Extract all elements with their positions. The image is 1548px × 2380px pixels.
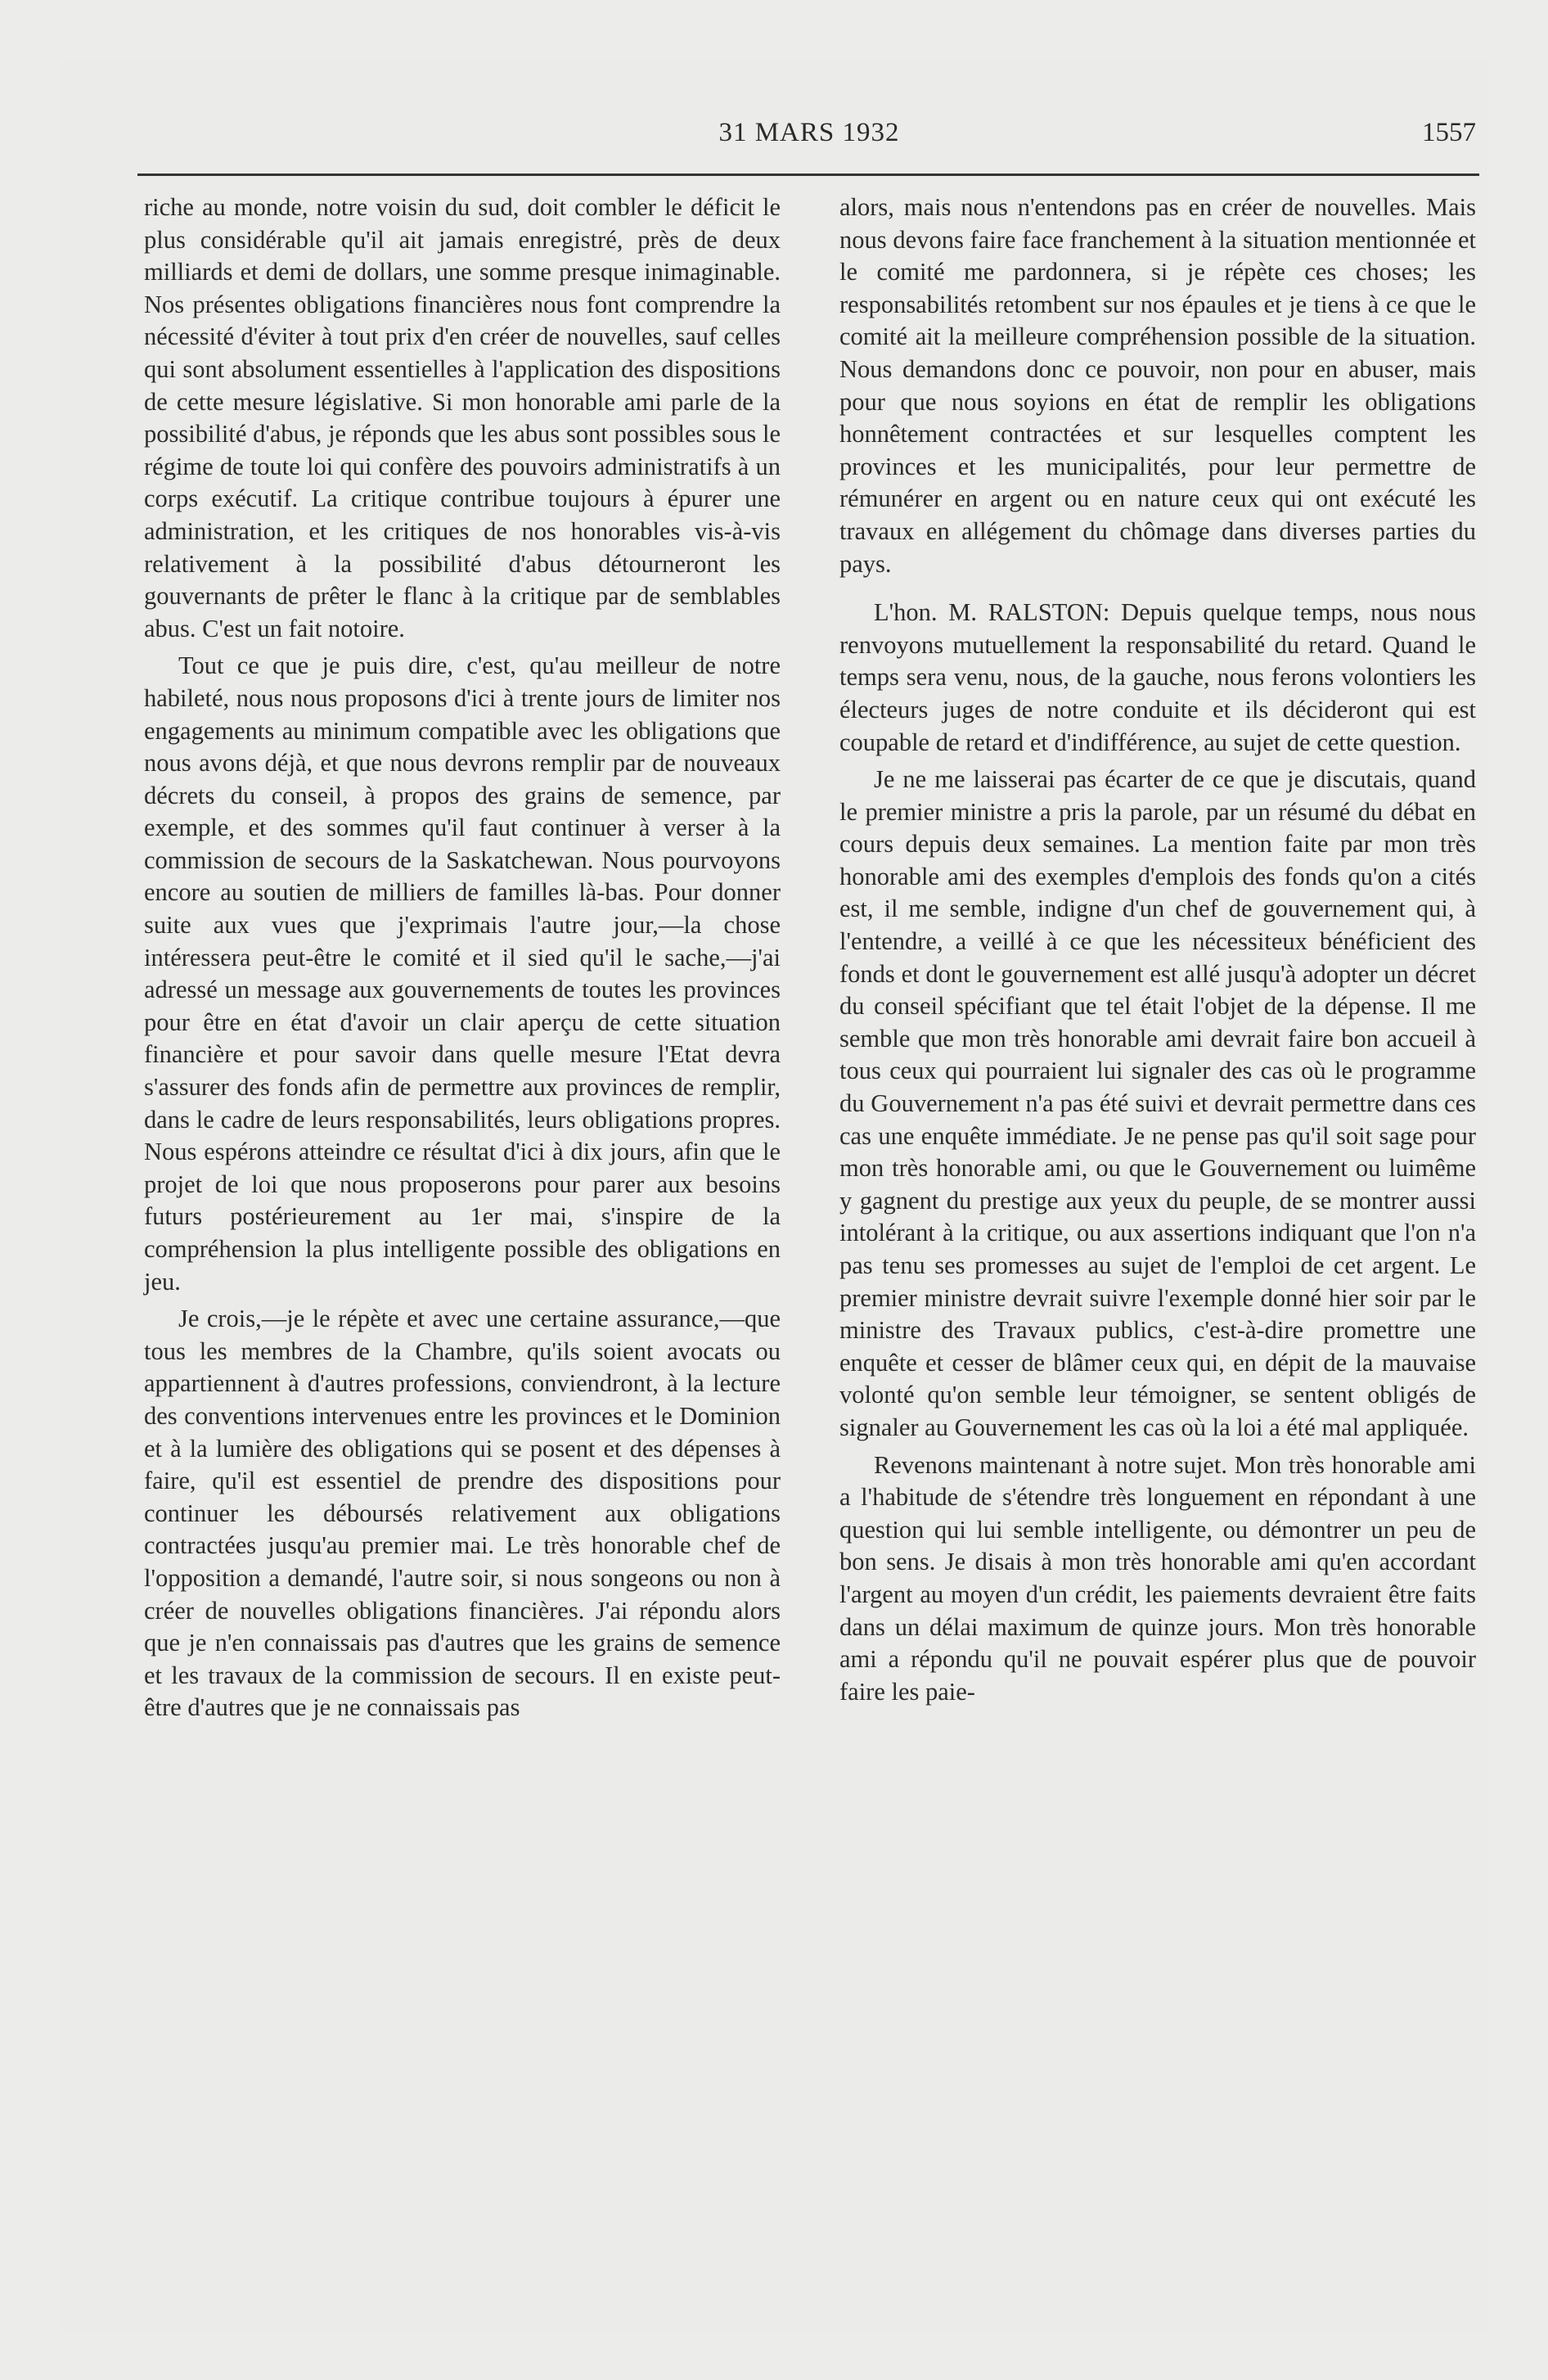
header-rule bbox=[137, 174, 1479, 176]
paragraph-speaker: L'hon. M. RALSTON: Depuis quelque temps, nous nous renvoyons mutuellement la responsabilité du retard. Quand le temps sera venu, nous, de la gauche, nous ferons volontiers les électeurs juges de notre conduite et ils décideront qui est coupable de retard et d'indifférence, au sujet de cette question. bbox=[839, 598, 1476, 756]
left-column bbox=[144, 192, 781, 1729]
page-date: 31 MARS 1932 bbox=[718, 118, 900, 147]
paragraph: alors, mais nous n'entendons pas en créer de nouvelles. Mais nous devons faire face franchement à la situation mentionnée et le comité me pardonnera, si je répète ces choses; les responsabilités retombent sur nos épaules et je tiens à ce que le comité ait la meilleure compréhension possible de la situation. Nous demandons donc ce pouvoir, non pour en abuser, mais pour que nous soyions en état de remplir les obligations honnêtement contractées et sur lesquelles comptent les provinces et les municipalités, pour leur permettre de rémunérer en argent ou en nature ceux qui ont exécuté les travaux en allégement du chômage dans diverses parties du pays. bbox=[839, 193, 1476, 578]
paragraph: Tout ce que je puis dire, c'est, qu'au meilleur de notre habileté, nous nous proposons d'ici à trente jours de limiter nos engagements au minimum compatible avec les obligations que nous avons déjà, et que nous devrons remplir par de nouveaux décrets du conseil, à propos des grains de semence, par exemple, et des sommes qu'il faut continuer à verser à la commission de secours de la Saskatchewan. Nous pourvoyons encore au soutien de milliers de familles là-bas. Pour donner suite aux vues que j'exprimais l'autre jour,—la chose intéressera peut-être le comité et il sied qu'il le sache,—j'ai adressé un message aux gouvernements de toutes les provinces pour être en état d'avoir un clair aperçu de cette situation financière et pour savoir dans quelle mesure l'Etat devra s'assurer des fonds afin de permettre aux provinces de remplir, dans le cadre de leurs responsabilités, leurs obligations propres. Nous espérons atteindre ce résultat d'ici à dix jours, afin que le projet de loi que nous proposerons pour parer aux besoins futurs postérieurement au 1er mai, s'inspire de la compréhension la plus intelligente possible des obligations en jeu. bbox=[144, 651, 781, 1296]
page-number: 1557 bbox=[1422, 118, 1476, 147]
document-page bbox=[61, 61, 1487, 2333]
paragraph: riche au monde, notre voisin du sud, doit combler le déficit le plus considérable qu'il ait jamais enregistré, près de deux milliards et demi de dollars, une somme presque inimaginable. Nos présentes obligations financières nous font comprendre la nécessité d'éviter à tout prix d'en créer de nouvelles, sauf celles qui sont absolument essentielles à l'application des dispositions de cette mesure législative. Si mon honorable ami parle de la possibilité d'abus, je réponds que les abus sont possibles sous le régime de toute loi qui confère des pouvoirs administratifs à un corps exécutif. La critique contribue toujours à épurer une administration, et les critiques de nos honorables vis-à-vis relativement à la possibilité d'abus détourneront les gouvernants de prêter le flanc à la critique par de semblables abus. C'est un fait notoire. bbox=[144, 193, 781, 642]
paragraph: Je crois,—je le répète et avec une certaine assurance,—que tous les membres de la Chambre, qu'ils soient avocats ou appartiennent à d'autres professions, conviendront, à la lecture des conventions intervenues entre les provinces et le Dominion et à la lumière des obligations qui se posent et des dépenses à faire, qu'il est essentiel de prendre des dispositions pour continuer les déboursés relativement aux obligations contractées jusqu'au premier mai. Le très honorable chef de l'opposition a demandé, l'autre soir, si nous songeons ou non à créer de nouvelles obligations financières. J'ai répondu alors que je n'en connaissais pas d'autres que les grains de semence et les travaux de la commission de secours. Il en existe peut-être d'autres que je ne connaissais pas bbox=[144, 1305, 781, 1722]
right-column bbox=[839, 192, 1476, 1713]
page-header bbox=[142, 118, 1476, 159]
paragraph: Je ne me laisserai pas écarter de ce que je discutais, quand le premier ministre a pris la parole, par un résumé du débat en cours depuis deux semaines. La mention faite par mon très honorable ami des exemples d'emplois des fonds qu'on a cités est, il me semble, indigne d'un chef de gouvernement qui, à l'entendre, a veillé à ce que les nécessiteux bénéficient des fonds et dont le gouvernement est allé jusqu'à adopter un décret du conseil spécifiant que tel était l'objet de la dépense. Il me semble que mon très honorable ami devrait faire bon accueil à tous ceux qui pourraient lui signaler des cas où le programme du Gouvernement n'a pas été suivi et devrait permettre dans ces cas une enquête immédiate. Je ne pense pas qu'il soit sage pour mon très honorable ami, ou que le Gouvernement ou luimême y gagnent du prestige aux yeux du peuple, de se montrer aussi intolérant à la critique, ou aux assertions indiquant que l'on n'a pas tenu ses promesses au sujet de l'emploi de cet argent. Le premier ministre devrait suivre l'exemple donné hier soir par le ministre des Travaux publics, c'est-à-dire promettre une enquête et cesser de blâmer ceux qui, en dépit de la mauvaise volonté qu'on semble leur témoigner, se sentent obligés de signaler au Gouvernement les cas où la loi a été mal appliquée. bbox=[839, 765, 1476, 1441]
paragraph: Revenons maintenant à notre sujet. Mon très honorable ami a l'habitude de s'étendre très longuement en répondant à une question qui lui semble intelligente, ou démontrer un peu de bon sens. Je disais à mon très honorable ami qu'en accordant l'argent au moyen d'un crédit, les paiements devraient être faits dans un délai maximum de quinze jours. Mon très honorable ami a répondu qu'il ne pouvait espérer plus que de pouvoir faire les paie- bbox=[839, 1450, 1476, 1706]
